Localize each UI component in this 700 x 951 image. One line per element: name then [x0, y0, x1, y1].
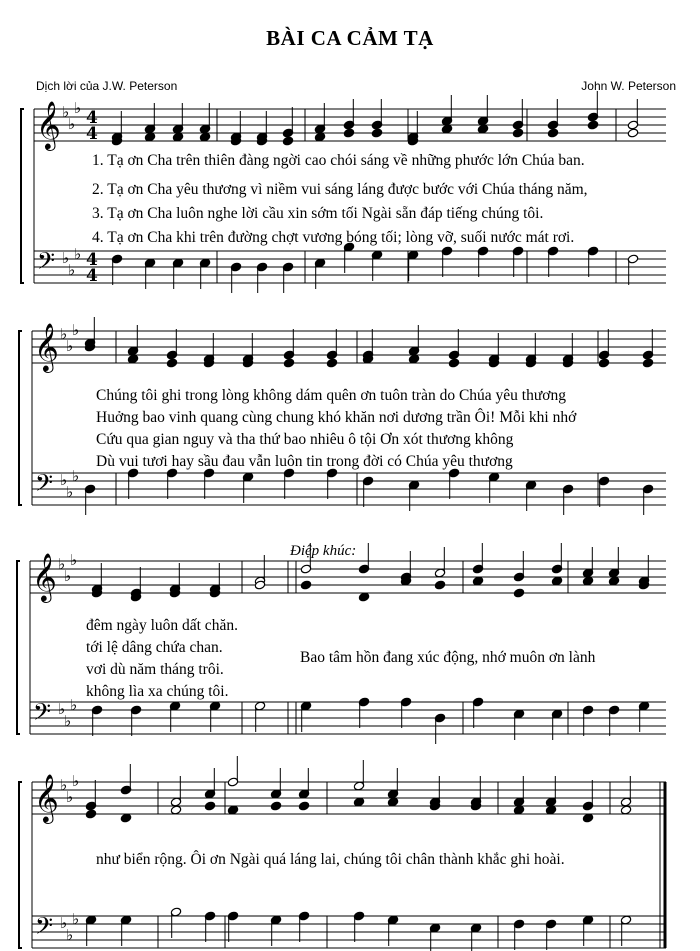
- verse-3-line-2: Cứu qua gian nguy và tha thứ bao nhiêu ô tội Ơn xót thương không: [96, 431, 514, 448]
- flat-sign: ♭: [66, 337, 74, 355]
- flat-sign: ♭: [62, 103, 70, 121]
- verse-2-line-3: tới lệ dâng chứa chan.: [86, 639, 223, 656]
- flat-sign: ♭: [58, 700, 66, 718]
- bass-clef: 𝄢: [35, 912, 54, 945]
- note-head: [298, 801, 309, 811]
- time-signature: 4: [86, 124, 98, 144]
- note-head: [270, 801, 281, 811]
- note-head: [441, 124, 452, 134]
- flat-sign: ♭: [74, 99, 82, 117]
- note-head: [513, 805, 524, 815]
- flat-sign: ♭: [72, 467, 80, 485]
- note-head: [547, 128, 558, 138]
- flat-sign: ♭: [60, 914, 68, 932]
- flat-sign: ♭: [72, 321, 80, 339]
- flat-sign: ♭: [64, 712, 72, 730]
- flat-sign: ♭: [58, 555, 66, 573]
- verse-4-line-3: không lìa xa chúng tôi.: [86, 683, 229, 700]
- note-head: [448, 358, 459, 368]
- note-head: [582, 576, 593, 586]
- note-head: [371, 128, 382, 138]
- verse-1-line-1: 1. Tạ ơn Cha trên thiên đàng ngời cao chói sáng về những phước lớn Chúa ban.: [92, 152, 585, 169]
- flat-sign: ♭: [60, 776, 68, 794]
- treble-clef: 𝄞: [32, 552, 57, 601]
- flat-sign: ♭: [72, 772, 80, 790]
- verse-2-line-1: 2. Tạ ơn Cha yêu thương vì niềm vui sáng láng được bước với Chúa tháng năm,: [92, 181, 588, 198]
- verse-3-line-3: vơi dù năm tháng trôi.: [86, 661, 224, 678]
- verse-4-line-1: 4. Tạ ơn Cha khi trên đường chợt vương bóng tối; lòng vỡ, suối nước mát rơi.: [92, 229, 575, 246]
- note-head: [172, 132, 183, 142]
- flat-sign: ♭: [72, 910, 80, 928]
- note-head: [387, 797, 398, 807]
- flat-sign: ♭: [74, 245, 82, 263]
- note-head: [127, 354, 138, 364]
- flat-sign: ♭: [66, 788, 74, 806]
- bass-clef: 𝄢: [33, 698, 52, 731]
- note-head: [170, 805, 181, 815]
- system-bracket: [19, 331, 22, 505]
- chorus-line-1: Bao tâm hồn đang xúc động, nhớ muôn ơn lành: [300, 649, 596, 666]
- bass-clef: 𝄢: [37, 247, 56, 280]
- flat-sign: ♭: [68, 115, 76, 133]
- note-head: [477, 124, 488, 134]
- chorus-label: Điệp khúc:: [290, 543, 357, 559]
- flat-sign: ♭: [64, 567, 72, 585]
- note-head: [358, 592, 369, 602]
- note-head: [608, 576, 619, 586]
- chorus-line-2: như biển rộng. Ôi ơn Ngài quá láng lai, chúng tôi chân thành khắc ghi hoài.: [96, 851, 565, 868]
- note-head: [408, 354, 419, 364]
- time-signature: 4: [86, 250, 98, 270]
- note-head: [587, 120, 598, 130]
- note-head: [283, 358, 294, 368]
- note-head: [551, 576, 562, 586]
- note-head: [282, 136, 293, 146]
- lyrics-credit: Dịch lời của J.W. Peterson: [36, 79, 178, 93]
- verse-1-line-3: đêm ngày luôn dất chăn.: [86, 617, 238, 634]
- note-head: [512, 128, 523, 138]
- system-bracket: [21, 109, 24, 283]
- system-bracket: [19, 782, 22, 948]
- flat-sign: ♭: [70, 696, 78, 714]
- treble-clef: 𝄞: [34, 322, 59, 371]
- note-head: [144, 132, 155, 142]
- note-head: [513, 588, 524, 598]
- note-head: [227, 805, 238, 815]
- note-head: [300, 580, 311, 590]
- note-head: [314, 132, 325, 142]
- note-head: [166, 358, 177, 368]
- note-head: [598, 358, 609, 368]
- verse-4-line-2: Dù vui tươi hay sầu đau vẫn luôn tin trong đời có Chúa yêu thương: [96, 453, 513, 470]
- bass-clef: 𝄢: [35, 469, 54, 502]
- note-head: [204, 801, 215, 811]
- flat-sign: ♭: [60, 325, 68, 343]
- flat-sign: ♭: [68, 261, 76, 279]
- system-bracket: [17, 561, 20, 734]
- note-head: [343, 128, 354, 138]
- note-head: [199, 132, 210, 142]
- note-head: [620, 805, 631, 815]
- note-head: [642, 358, 653, 368]
- flat-sign: ♭: [60, 471, 68, 489]
- note-head: [120, 813, 131, 823]
- note-head: [627, 128, 638, 138]
- verse-3-line-1: 3. Tạ ơn Cha luôn nghe lời cầu xin sớm tối Ngài sẵn đáp tiếng chúng tôi.: [92, 205, 544, 222]
- treble-clef: 𝄞: [34, 773, 59, 822]
- note-head: [85, 809, 96, 819]
- flat-sign: ♭: [70, 551, 78, 569]
- note-head: [434, 580, 445, 590]
- note-head: [353, 797, 364, 807]
- song-title: BÀI CA CẢM TẠ: [266, 26, 434, 50]
- verse-1-line-2: Chúng tôi ghi trong lòng không dám quên ơn tuôn tràn do Chúa yêu thương: [96, 387, 566, 404]
- verse-2-line-2: Huởng bao vinh quang cùng chung khó khăn nơi dương trần Ôi! Mỗi khi nhớ: [96, 409, 577, 426]
- note-head: [545, 805, 556, 815]
- flat-sign: ♭: [66, 483, 74, 501]
- composer-credit: John W. Peterson: [581, 79, 676, 93]
- time-signature: 4: [86, 108, 98, 128]
- note-head: [472, 576, 483, 586]
- treble-clef: 𝄞: [36, 100, 61, 149]
- flat-sign: ♭: [62, 249, 70, 267]
- flat-sign: ♭: [66, 926, 74, 944]
- note-head: [582, 813, 593, 823]
- note-head: [326, 358, 337, 368]
- time-signature: 4: [86, 266, 98, 286]
